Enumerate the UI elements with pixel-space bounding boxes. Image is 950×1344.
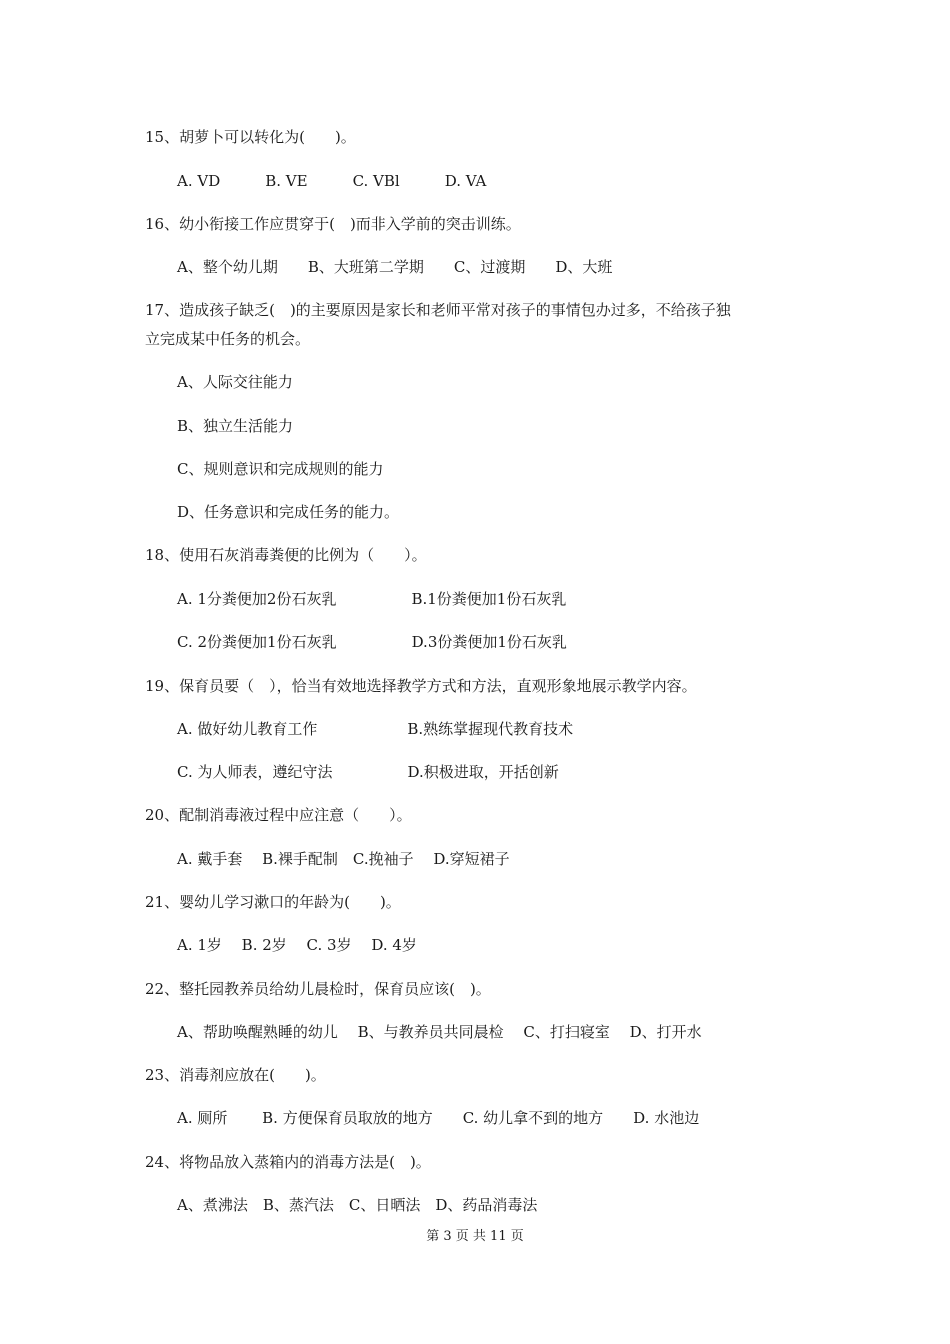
question-20: 20、配制消毒液过程中应注意（ ）。 [145,806,412,824]
question-16: 16、幼小衔接工作应贯穿于( )而非入学前的突击训练。 [145,215,521,233]
question-17: 17、造成孩子缺乏( )的主要原因是家长和老师平常对孩子的事情包办过多，不给孩子独 [145,301,731,319]
question-21-options: A. 1岁 B. 2岁 C. 3岁 D. 4岁 [177,936,417,954]
question-21: 21、婴幼儿学习漱口的年龄为( )。 [145,893,401,911]
page-footer [0,1228,950,1246]
question-18-options-row-1: A. 1分粪便加2份石灰乳 B.1份粪便加1份石灰乳 [177,590,567,608]
question-19-options-row-2: C. 为人师表，遵纪守法 D.积极进取，开括创新 [177,763,559,781]
question-24-options: A、煮沸法 B、蒸汽法 C、日晒法 D、药品消毒法 [177,1196,538,1214]
question-22-options: A、帮助唤醒熟睡的幼儿 B、与教养员共同晨检 C、打扫寝室 D、打开水 [177,1023,702,1041]
page-number: 第 3 页 共 11 页 [426,1229,524,1244]
question-17-option-a: A、人际交往能力 [177,373,293,391]
question-19: 19、保育员要（ ），恰当有效地选择教学方式和方法，直观形象地展示教学内容。 [145,677,697,695]
question-20-options: A. 戴手套 B.裸手配制 C.挽袖子 D.穿短裙子 [177,850,510,868]
question-24: 24、将物品放入蒸箱内的消毒方法是( )。 [145,1153,431,1171]
question-15-options: A. VD B. VE C. VBl D. VA [177,172,487,190]
question-16-options: A、整个幼儿期 B、大班第二学期 C、过渡期 D、大班 [177,258,613,276]
question-23-options: A. 厕所 B. 方便保育员取放的地方 C. 幼儿拿不到的地方 D. 水池边 [177,1109,700,1127]
question-15: 15、胡萝卜可以转化为( )。 [145,128,356,146]
question-17-option-c: C、规则意识和完成规则的能力 [177,460,384,478]
question-22: 22、整托园教养员给幼儿晨检时，保育员应该( )。 [145,980,491,998]
question-18: 18、使用石灰消毒粪便的比例为（ ）。 [145,546,427,564]
question-17-option-d: D、任务意识和完成任务的能力。 [177,503,400,521]
question-19-options-row-1: A. 做好幼儿教育工作 B.熟练掌握现代教育技术 [177,720,574,738]
question-17-option-b: B、独立生活能力 [177,417,294,435]
question-18-options-row-2: C. 2份粪便加1份石灰乳 D.3份粪便加1份石灰乳 [177,633,567,651]
question-23: 23、消毒剂应放在( )。 [145,1066,326,1084]
question-17-continued: 立完成某中任务的机会。 [145,330,311,348]
